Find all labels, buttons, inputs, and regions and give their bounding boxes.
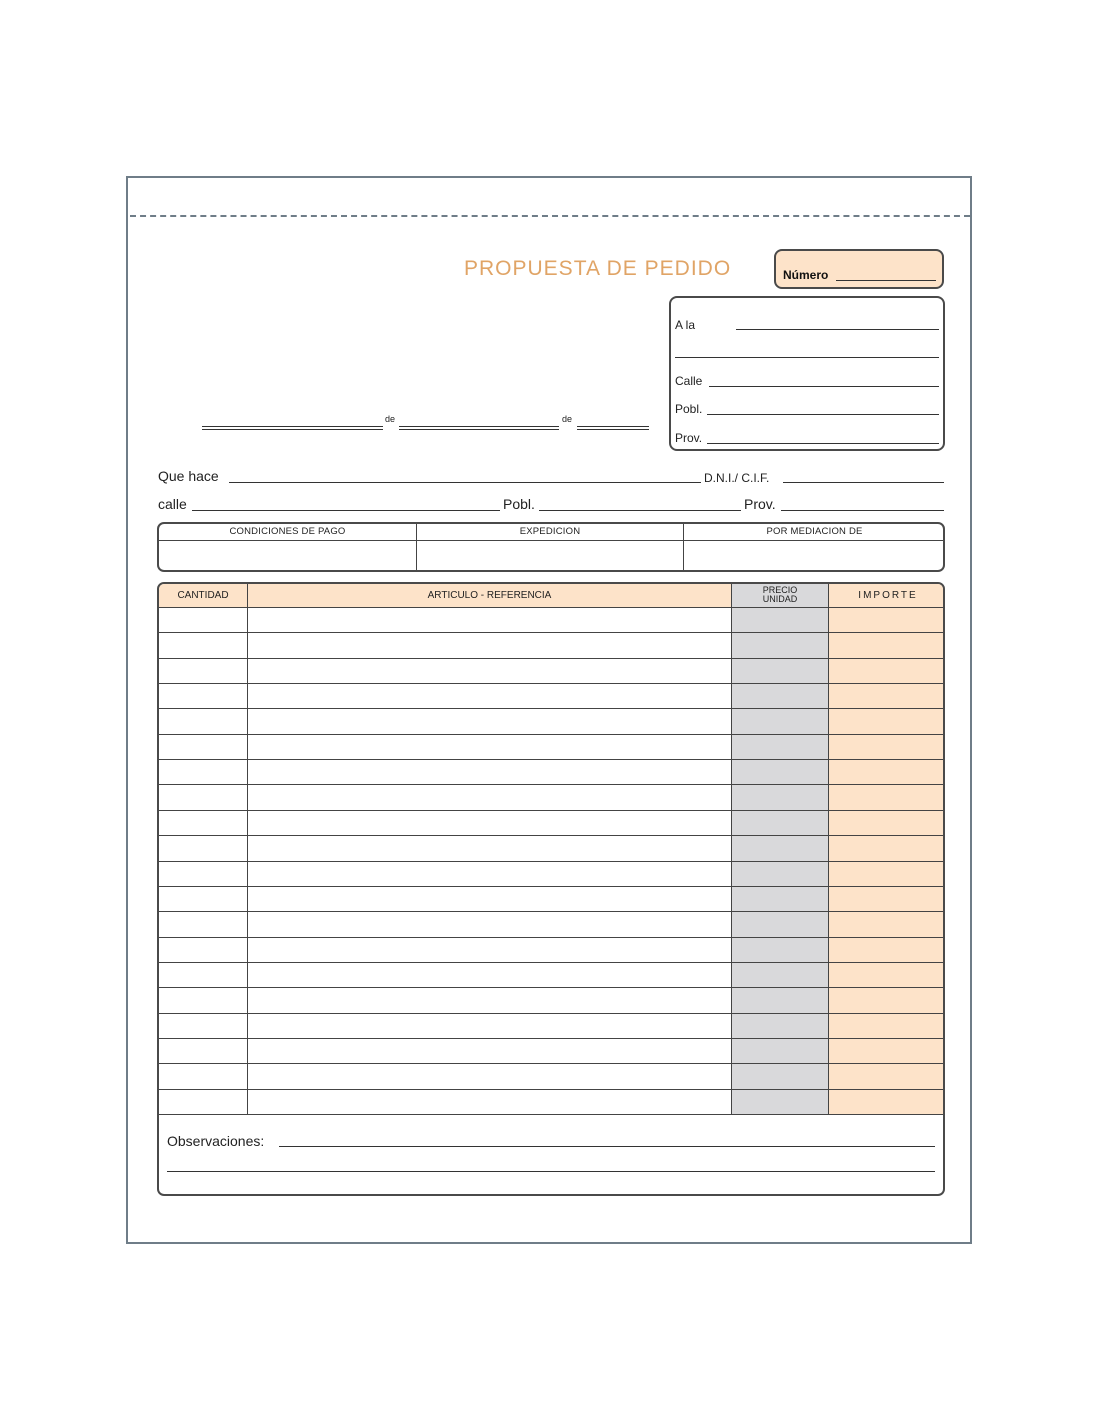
- sender-calle-label: calle: [158, 496, 187, 512]
- cantidad-header: CANTIDAD: [177, 590, 229, 601]
- articulo-header: ARTICULO - REFERENCIA: [427, 590, 552, 601]
- perforation-line: [130, 215, 970, 217]
- table-row[interactable]: [159, 835, 943, 860]
- table-row[interactable]: [159, 861, 943, 886]
- table-row[interactable]: [159, 658, 943, 683]
- conditions-box: [157, 522, 945, 572]
- table-row[interactable]: [159, 886, 943, 911]
- table-row[interactable]: [159, 911, 943, 936]
- a-la-field-2[interactable]: [675, 357, 939, 358]
- expedicion-header: EXPEDICION: [519, 526, 581, 537]
- table-row[interactable]: [159, 810, 943, 835]
- table-bottom-divider: [159, 1114, 943, 1115]
- prov-label: Prov.: [675, 431, 703, 445]
- table-row[interactable]: [159, 1089, 943, 1114]
- table-row[interactable]: [159, 987, 943, 1012]
- precio-header-line2: UNIDAD: [762, 594, 798, 604]
- sender-calle-field[interactable]: [192, 510, 500, 511]
- observaciones-label: Observaciones:: [167, 1133, 265, 1149]
- date-day-field[interactable]: [202, 426, 383, 430]
- calle-field[interactable]: [709, 386, 939, 387]
- conditions-divider-2: [683, 524, 684, 570]
- form-title: PROPUESTA DE PEDIDO: [464, 257, 732, 280]
- observaciones-field[interactable]: [279, 1146, 935, 1147]
- sender-pobl-field[interactable]: [539, 510, 741, 511]
- pobl-label: Pobl.: [675, 402, 703, 416]
- observaciones-field-2[interactable]: [167, 1171, 935, 1172]
- table-row[interactable]: [159, 937, 943, 962]
- items-table: [157, 582, 945, 1196]
- date-year-field[interactable]: [577, 426, 649, 430]
- sender-prov-field[interactable]: [781, 510, 944, 511]
- pobl-field[interactable]: [707, 414, 939, 415]
- table-row[interactable]: [159, 632, 943, 657]
- a-la-field[interactable]: [736, 329, 939, 330]
- numero-line: [836, 280, 936, 281]
- table-row[interactable]: [159, 784, 943, 809]
- que-hace-field[interactable]: [229, 482, 701, 483]
- condiciones-pago-header: CONDICIONES DE PAGO: [229, 526, 346, 537]
- table-row[interactable]: [159, 607, 943, 632]
- table-row[interactable]: [159, 683, 943, 708]
- table-row[interactable]: [159, 734, 943, 759]
- conditions-divider-1: [416, 524, 417, 570]
- conditions-header-divider: [159, 540, 943, 541]
- por-mediacion-header: POR MEDIACION DE: [766, 526, 863, 537]
- sender-prov-label: Prov.: [744, 496, 776, 512]
- prov-field[interactable]: [707, 443, 939, 444]
- recipient-address-box: [669, 296, 945, 451]
- table-row[interactable]: [159, 759, 943, 784]
- dni-cif-label: D.N.I./ C.I.F.: [704, 471, 770, 485]
- sender-pobl-label: Pobl.: [503, 496, 535, 512]
- table-row[interactable]: [159, 1038, 943, 1063]
- table-row[interactable]: [159, 962, 943, 987]
- numero-label: Número: [783, 268, 829, 282]
- date-de-2: de: [562, 414, 573, 424]
- precio-header: [732, 584, 828, 607]
- table-row[interactable]: [159, 708, 943, 733]
- calle-label: Calle: [675, 374, 703, 388]
- que-hace-label: Que hace: [158, 468, 219, 484]
- table-row[interactable]: [159, 1063, 943, 1088]
- date-month-field[interactable]: [399, 426, 559, 430]
- a-la-label: A la: [675, 318, 696, 332]
- date-de-1: de: [385, 414, 396, 424]
- numero-field[interactable]: [774, 249, 944, 289]
- dni-cif-field[interactable]: [783, 482, 944, 483]
- precio-header-line1: PRECIO: [762, 585, 798, 595]
- importe-header: IMPORTE: [858, 590, 918, 601]
- table-row[interactable]: [159, 1013, 943, 1038]
